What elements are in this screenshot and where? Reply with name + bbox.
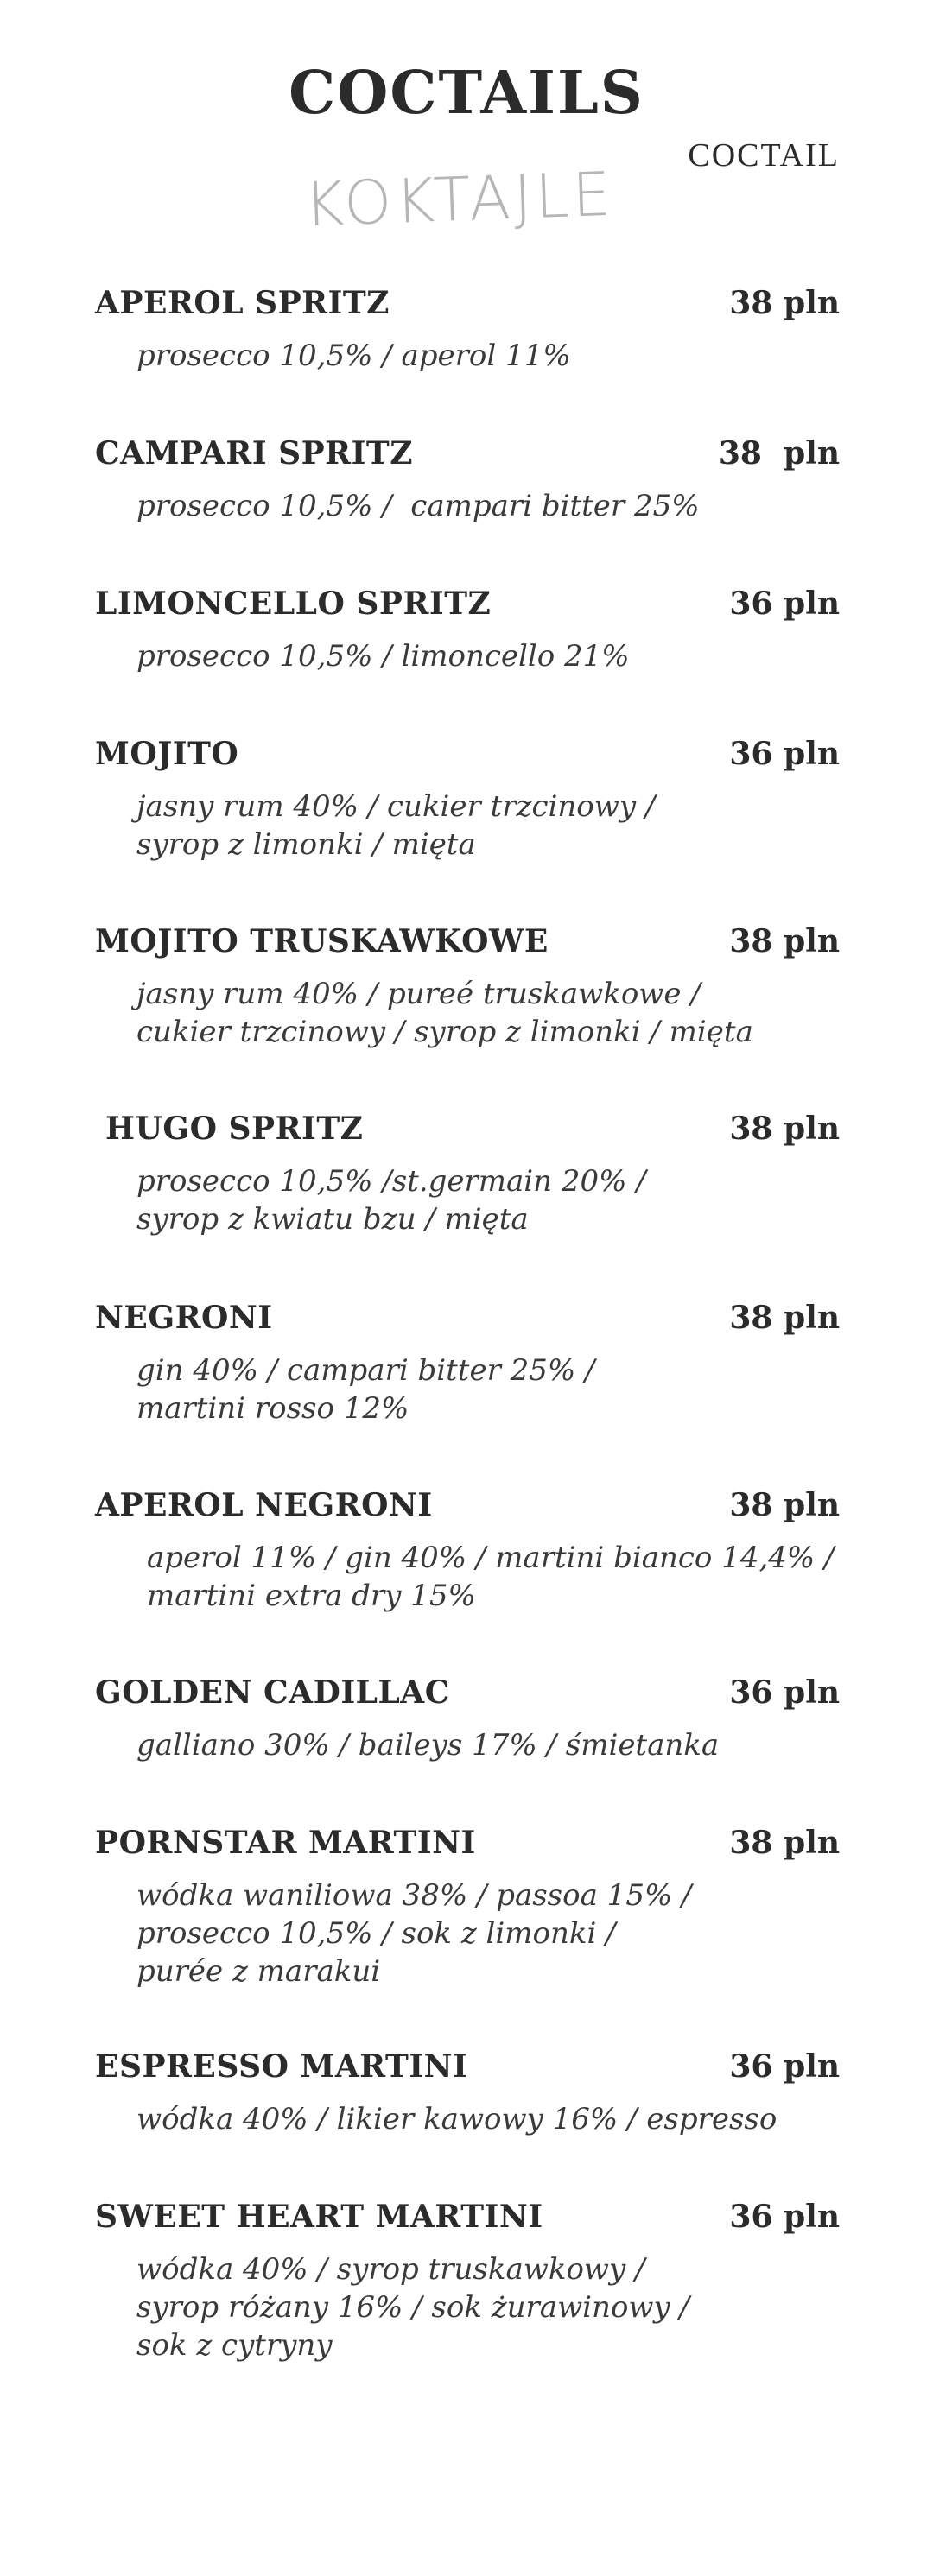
item-description: prosecco 10,5% /st.germain 20% / syrop z kwiatu bzu / mięta <box>136 1164 646 1237</box>
item-name: PORNSTAR MARTINI <box>95 1825 476 1861</box>
item-name: SWEET HEART MARTINI <box>95 2199 543 2235</box>
menu-title: COCTAILS <box>289 59 644 128</box>
menu-item-limoncello-spritz <box>95 585 840 675</box>
item-price: 36 pln <box>729 585 840 622</box>
item-description: jasny rum 40% / pureé truskawkowe / cukier trzcinowy / syrop z limonki / mięta <box>136 977 753 1049</box>
menu-item-negroni <box>95 1300 840 1427</box>
item-description: jasny rum 40% / cukier trzcinowy / syrop z limonki / mięta <box>136 789 656 862</box>
item-name: APEROL SPRITZ <box>95 285 390 321</box>
item-price: 36 pln <box>729 2048 840 2085</box>
menu-item-espresso-martini <box>95 2048 840 2138</box>
menu-item-mojito <box>95 736 840 864</box>
item-price: 38 pln <box>729 1300 840 1336</box>
item-description: prosecco 10,5% / campari bitter 25% <box>136 489 700 523</box>
item-price: 38 pln <box>718 435 840 472</box>
item-description: wódka 40% / syrop truskawkowy / syrop różany 16% / sok żurawinowy / sok z cytryny <box>136 2252 689 2363</box>
item-description: wódka 40% / likier kawowy 16% / espresso <box>136 2102 778 2136</box>
item-price: 38 pln <box>729 285 840 321</box>
item-description: galliano 30% / baileys 17% / śmietanka <box>136 1728 720 1763</box>
menu-item-sweet-heart-martini <box>95 2199 840 2364</box>
menu-subtitle: COCTAIL <box>688 137 840 174</box>
item-price: 38 pln <box>729 923 840 959</box>
item-price: 36 pln <box>729 2199 840 2235</box>
item-name: ESPRESSO MARTINI <box>95 2048 468 2085</box>
item-description: wódka waniliowa 38% / passoa 15% / prosecco 10,5% / sok z limonki / purée z marakui <box>136 1878 692 1989</box>
item-description: aperol 11% / gin 40% / martini bianco 14,4% / martini extra dry 15% <box>147 1541 835 1613</box>
item-name: APEROL NEGRONI <box>95 1487 433 1523</box>
item-name: MOJITO <box>95 736 239 772</box>
item-name: LIMONCELLO SPRITZ <box>95 585 492 622</box>
item-name: HUGO SPRITZ <box>105 1111 364 1147</box>
menu-item-campari-spritz <box>95 435 840 525</box>
menu-item-golden-cadillac <box>95 1674 840 1764</box>
item-price: 36 pln <box>729 736 840 772</box>
handwritten-note: KOKTAJLE <box>302 158 616 241</box>
item-description: prosecco 10,5% / aperol 11% <box>136 339 571 373</box>
item-price: 38 pln <box>729 1111 840 1147</box>
item-name: GOLDEN CADILLAC <box>95 1674 450 1711</box>
item-price: 36 pln <box>729 1674 840 1711</box>
item-name: CAMPARI SPRITZ <box>95 435 414 472</box>
item-description: gin 40% / campari bitter 25% / martini rosso 12% <box>136 1353 595 1426</box>
item-price: 38 pln <box>729 1487 840 1523</box>
item-name: NEGRONI <box>95 1300 273 1336</box>
menu-item-aperol-spritz <box>95 285 840 375</box>
menu-item-hugo-spritz <box>95 1111 840 1238</box>
menu-item-pornstar-martini <box>95 1825 840 1991</box>
item-price: 38 pln <box>729 1825 840 1861</box>
menu-item-mojito-truskawkowe <box>95 923 840 1051</box>
menu-item-aperol-negroni <box>95 1487 840 1615</box>
item-name: MOJITO TRUSKAWKOWE <box>95 923 549 959</box>
item-description: prosecco 10,5% / limoncello 21% <box>136 639 630 674</box>
